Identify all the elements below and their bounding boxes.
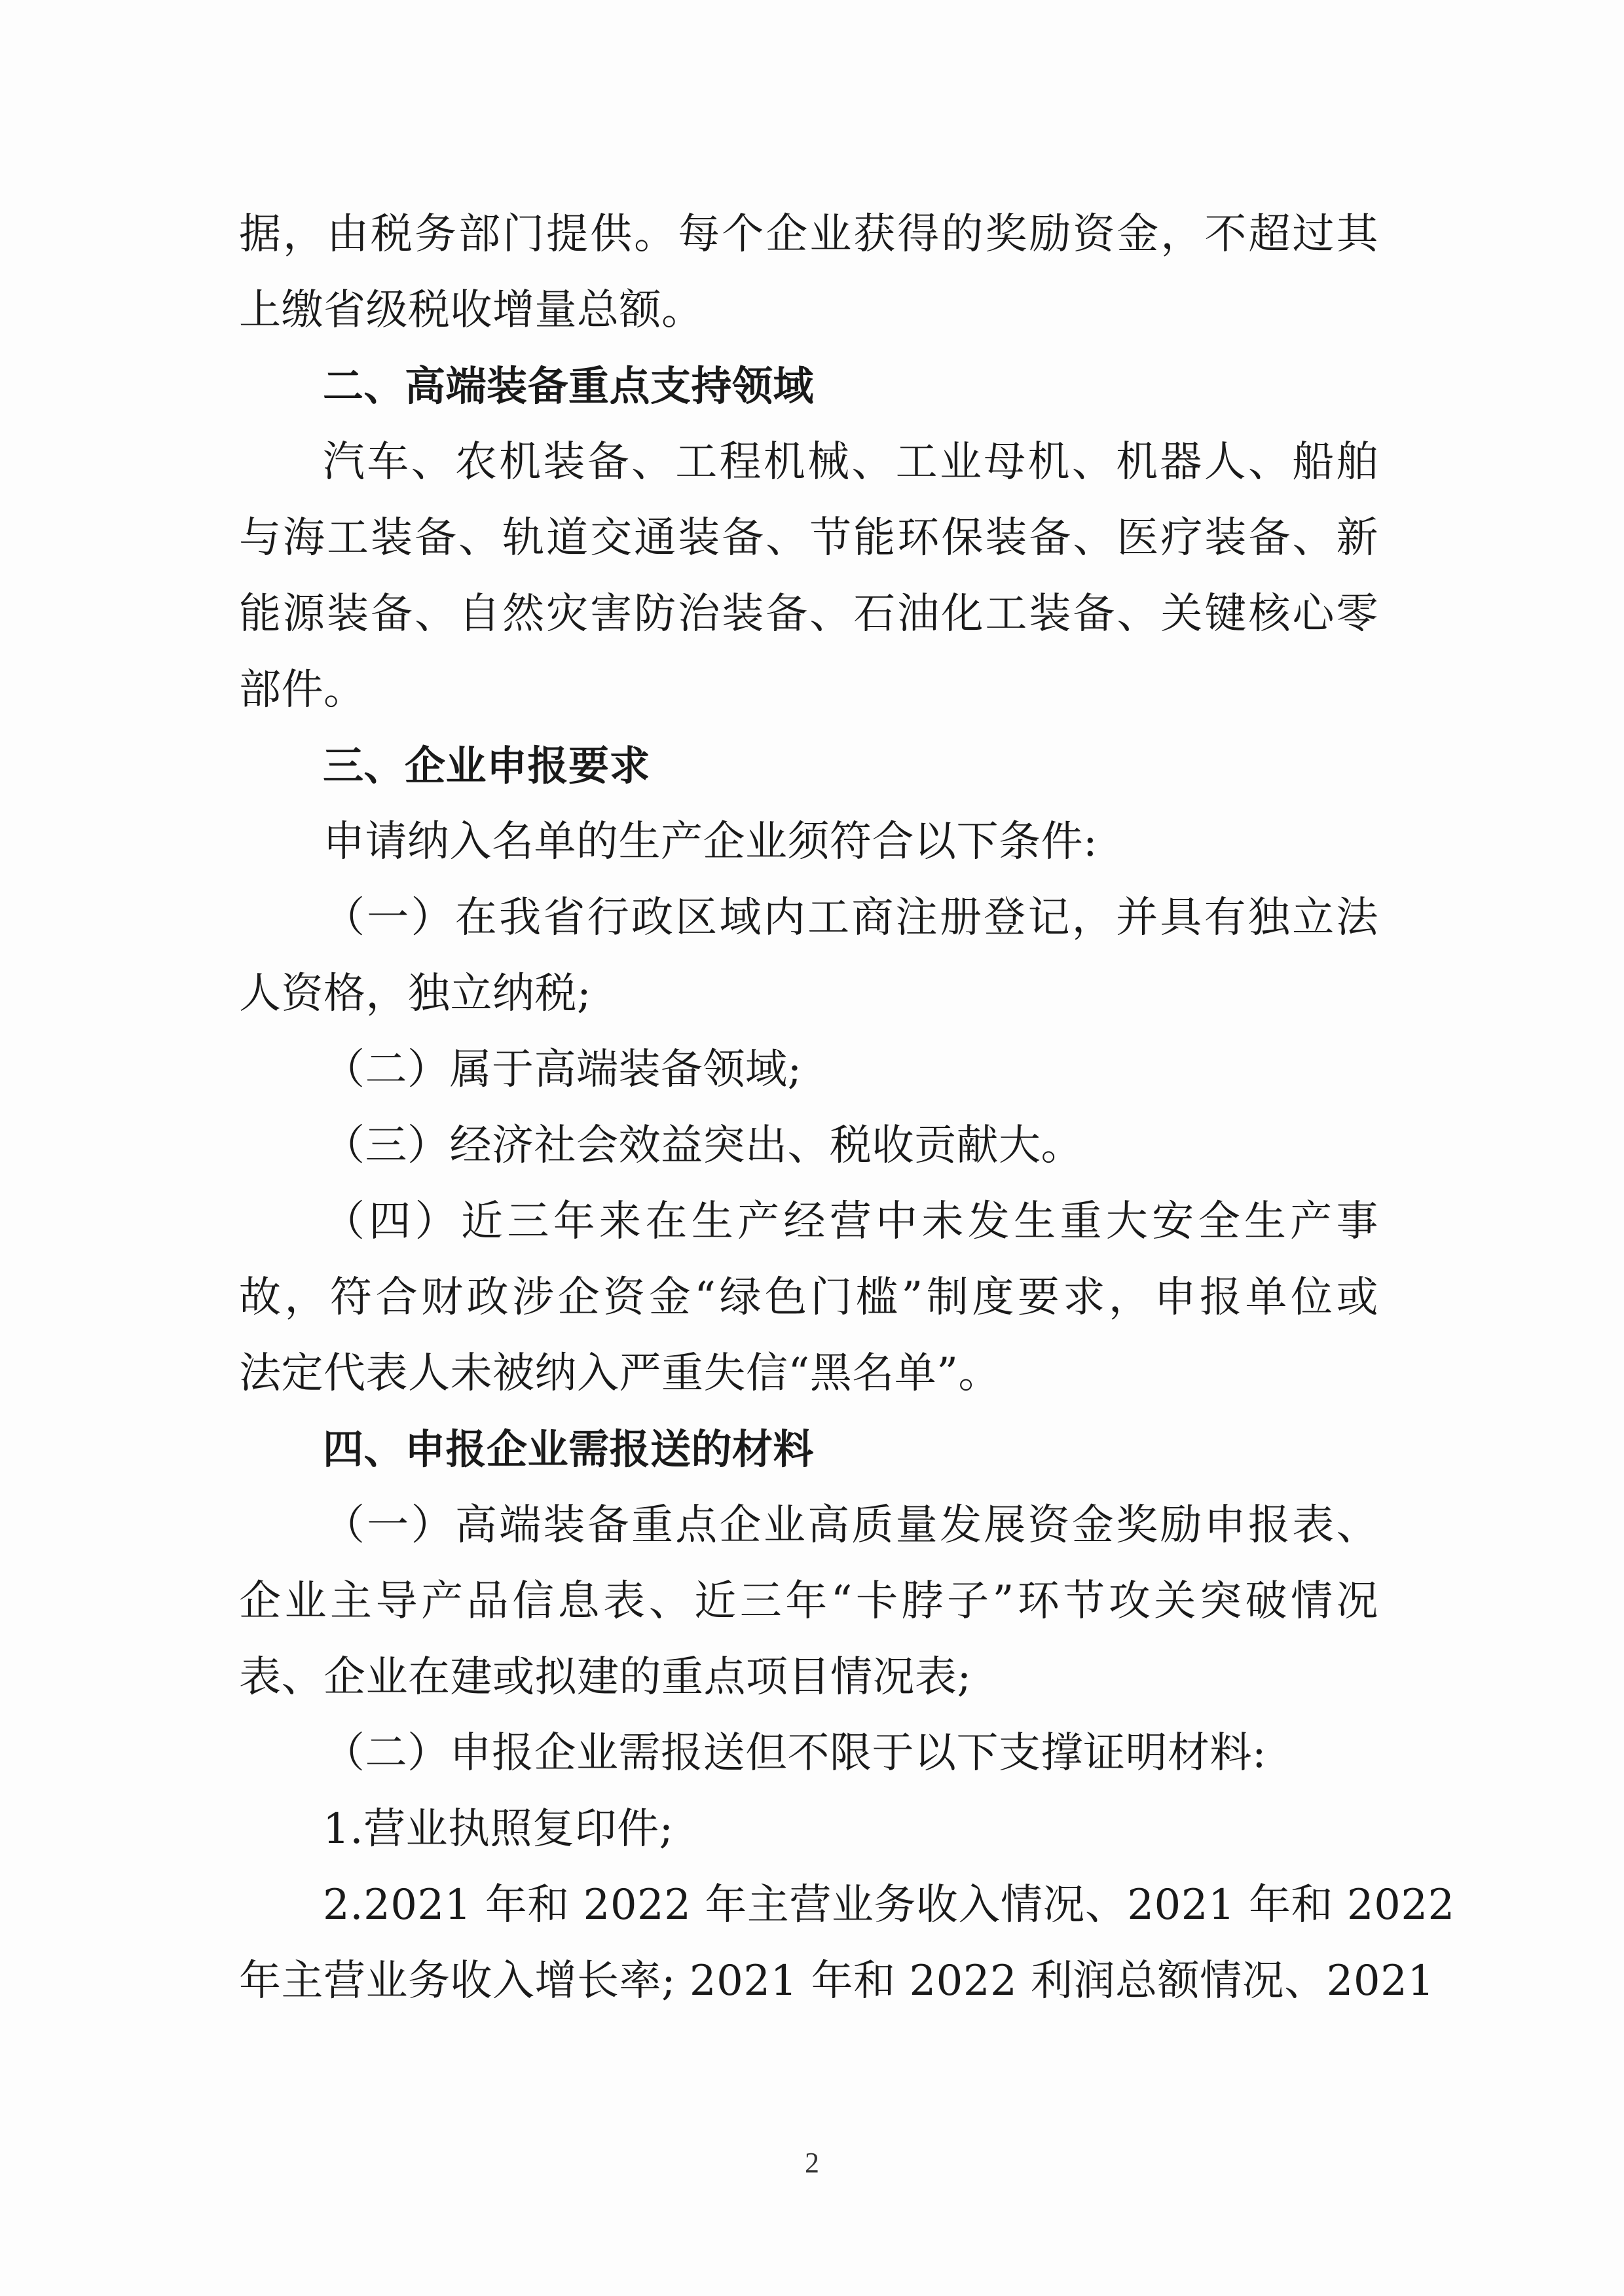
- section-heading: 四、申报企业需报送的材料: [323, 1425, 815, 1473]
- paragraph-line: （三）经济社会效益突出、税收贡献大。: [323, 1121, 1083, 1170]
- paragraph-line: 据，由税务部门提供。每个企业获得的奖励资金，不超过其: [239, 210, 1378, 259]
- paragraph-line: 能源装备、自然灾害防治装备、石油化工装备、关键核心零: [239, 590, 1378, 638]
- paragraph-line: 企业主导产品信息表、近三年“卡脖子”环节攻关突破情况: [239, 1577, 1378, 1626]
- paragraph-line: 汽车、农机装备、工程机械、工业母机、机器人、船舶: [323, 438, 1378, 486]
- paragraph-line: （二）申报企业需报送但不限于以下支撑证明材料:: [323, 1729, 1267, 1777]
- paragraph-line: 表、企业在建或拟建的重点项目情况表;: [239, 1653, 972, 1702]
- paragraph-line: （二）属于高端装备领域;: [323, 1046, 802, 1094]
- page-number: 2: [805, 2147, 819, 2179]
- paragraph-line: 2.2021 年和 2022 年主营业务收入情况、2021 年和 2022: [323, 1881, 1455, 1929]
- section-heading: 二、高端装备重点支持领域: [323, 362, 815, 410]
- paragraph-line: 上缴省级税收增量总额。: [239, 286, 704, 335]
- paragraph-line: （一）在我省行政区域内工商注册登记，并具有独立法: [323, 894, 1378, 942]
- document-body: [239, 196, 1455, 2019]
- paragraph-line: 故，符合财政涉企资金“绿色门槛”制度要求，申报单位或: [239, 1273, 1378, 1322]
- paragraph-line: 人资格，独立纳税;: [239, 970, 592, 1018]
- paragraph-line: 年主营业务收入增长率; 2021 年和 2022 利润总额情况、2021: [239, 1957, 1435, 2005]
- paragraph-line: 法定代表人未被纳入严重失信“黑名单”。: [239, 1349, 1001, 1398]
- paragraph-line: （一）高端装备重点企业高质量发展资金奖励申报表、: [323, 1501, 1378, 1550]
- paragraph-line: 1.营业执照复印件;: [323, 1805, 674, 1853]
- section-heading: 三、企业申报要求: [323, 742, 651, 790]
- paragraph-line: 部件。: [239, 666, 366, 714]
- paragraph-line: （四）近三年来在生产经营中未发生重大安全生产事: [323, 1197, 1378, 1246]
- paragraph-line: 与海工装备、轨道交通装备、节能环保装备、医疗装备、新: [239, 514, 1378, 562]
- paragraph-line: 申请纳入名单的生产企业须符合以下条件:: [323, 818, 1098, 866]
